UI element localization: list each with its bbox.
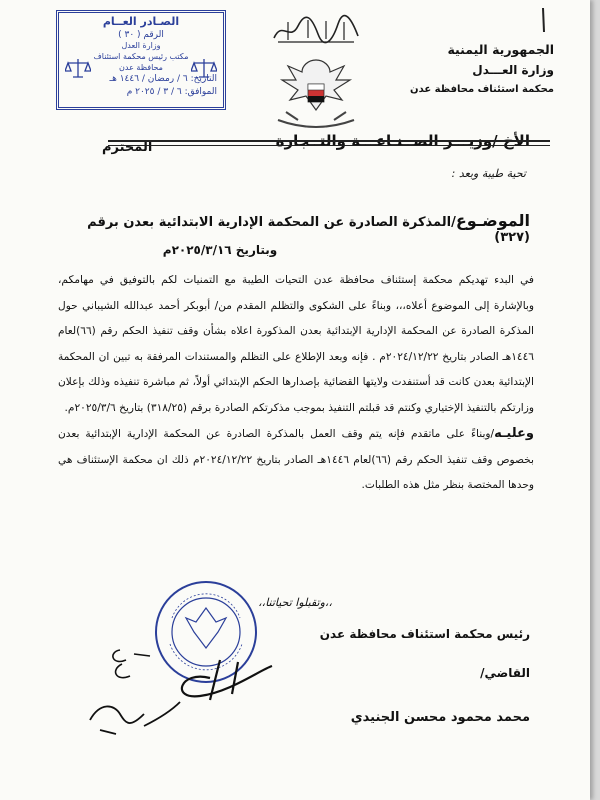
stamp-date-gregorian: الموافق: ٦ / ٣ / ٢٠٢٥ م: [126, 87, 217, 97]
page-mark: [538, 6, 548, 34]
addressee: الأخ /وزيـــر الصــنـاعـــة والتــجارة: [275, 132, 530, 150]
scales-icon: [191, 57, 217, 79]
subject-label: الموضـوع: [455, 211, 530, 230]
letterhead-country: الجمهورية اليمنية: [447, 42, 554, 57]
letterhead-ministry: وزارة العـــدل: [472, 63, 554, 77]
registry-stamp: [56, 10, 226, 110]
letterhead-court: محكمة استئناف محافظة عدن: [410, 84, 554, 95]
stamp-line-2: مكتب رئيس محكمة استئناف: [93, 52, 189, 61]
body-paragraph-2: /وبناءً على ماتقدم فإنه يتم وقف العمل بالمذكرة الصادرة عن المحكمة الإدارية الإبتدائية بعدن بخصوص وقف تنفيذ الحكم رقم (٦٦)لعام ١٤٤٦هـ الصادر بتاريخ ٢٠٢٤/١٢/٢٢م ذلك ان محكمة الإستئناف هي وحدها المختصة بنظر مثل هذه الطلبات.: [58, 428, 534, 491]
divider: [108, 145, 550, 146]
subject-line: [60, 211, 530, 245]
body-paragraph-1: في البدء تهديكم محكمة إستئناف محافظة عدن التحيات الطيبة مع التمنيات لكم بالتوفيق في مهامكم، وبالإشارة إلى الموضوع أعلاه،،، وبناءً على الشكوى والتظلم المقدم من/ أبوبكر أحمد عبدالله الشيباني حول المذكرة الصادرة عن المحكمة الإدارية الإبتدائية بعدن المذكورة اعلاه بشأن وقف تنفيذ الحكم رقم (٦٦)لعام ١٤٤٦هـ الصادر بتاريخ ٢٠٢٤/١٢/٢٢م . فإنه وبعد الإطلاع على التظلم والمستندات المرفقة به تبين ان المحكمة الإبتدائية بعدن كانت قد أستنفدت ولايتها القضائية بإصدارها الحكم الإبتدائي أولاً، ثم مباشرة تنفيذه وذلك بإعلان وزارتكم بالتنفيذ الإختياري وكنتم قد قبلتم التنفيذ بموجب مذكرتكم الصادرة برقم (٣١٨/٢٥) بتاريخ ٢٠٢٥/٣/٦م.: [58, 274, 534, 414]
subject-text: /المذكرة الصادرة عن المحكمة الإدارية الابتدائية بعدن برقم (٣٢٧): [87, 215, 530, 245]
divider: [108, 140, 550, 142]
scales-icon: [65, 57, 91, 79]
stamp-number: الرقم ( ٣٠ ): [118, 30, 164, 40]
signatory-title: رئيس محكمة استئناف محافظة عدن: [319, 627, 530, 641]
judge-label: القاضي/: [480, 666, 530, 680]
basmala-calligraphy: [268, 12, 364, 48]
closing-salutation: ،،وتقبلوا تحياتنا،،: [258, 596, 332, 609]
signatory-name: محمد محمود محسن الجنيدي: [350, 710, 530, 725]
stamp-line-3: محافظة عدن: [119, 63, 163, 72]
stamp-date-hijri: التاريخ: ٦ / رمضان / ١٤٤٦ هـ: [109, 74, 217, 84]
letter-body: [58, 268, 534, 499]
conclusion-label: وعليـه: [494, 426, 534, 441]
letterhead: [384, 40, 554, 100]
stamp-line-1: وزارة العدل: [121, 41, 161, 50]
eagle-emblem-icon: [268, 50, 364, 134]
greeting: تحية طيبة وبعد :: [451, 167, 526, 180]
stamp-title: الصـادر العــام: [102, 15, 180, 28]
handwritten-signature: [60, 630, 320, 740]
subject-date: وبتاريخ ٢٠٢٥/٣/١٦م: [162, 243, 278, 257]
honorific: المحترم: [102, 140, 153, 155]
